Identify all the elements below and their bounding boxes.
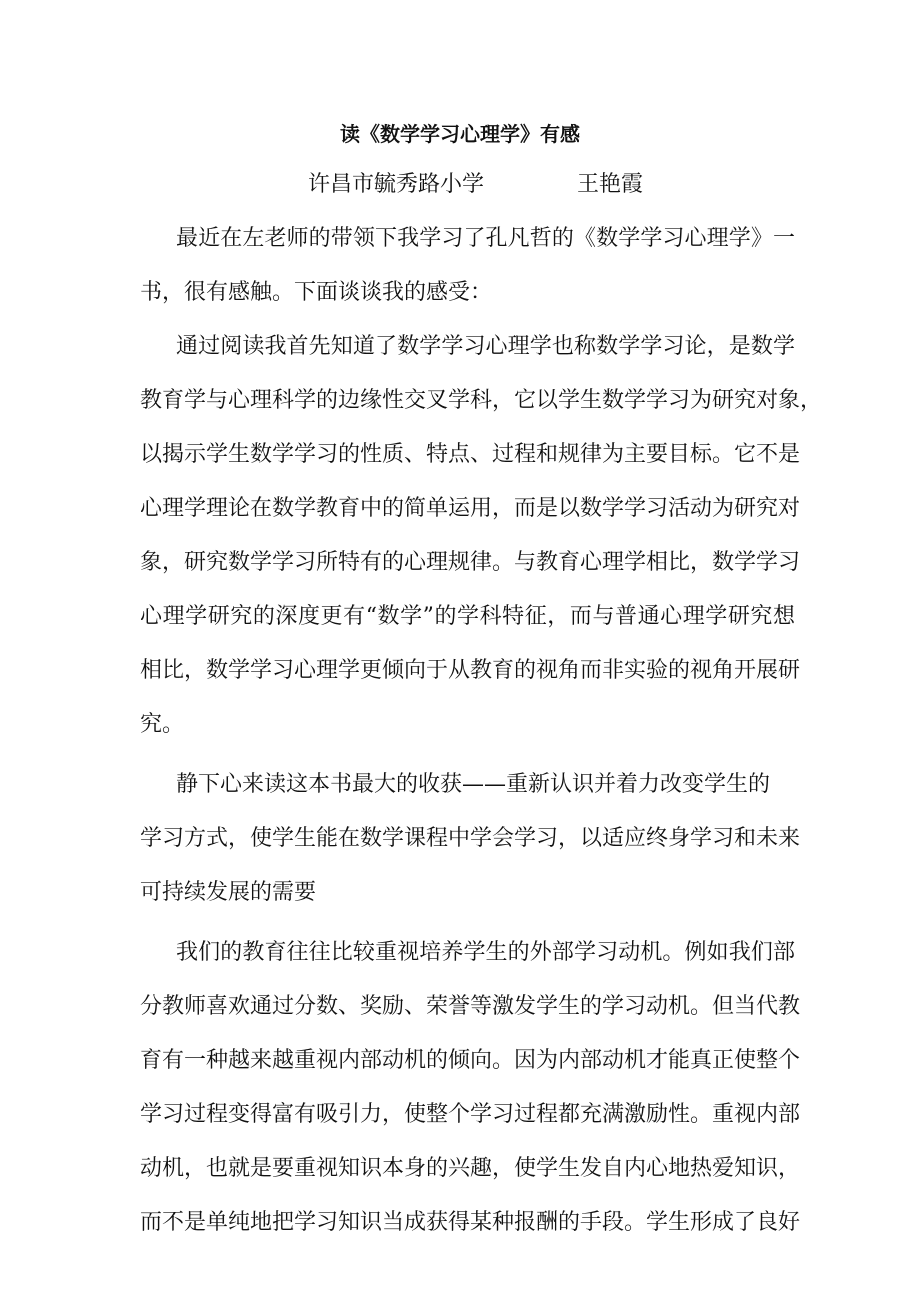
paragraph-line: 我们的教育往往比较重视培养学生的外部学习动机。例如我们部 <box>176 940 795 965</box>
paragraph-line: 教育学与心理科学的边缘性交叉学科，它以学生数学学习为研究对象， <box>140 388 823 413</box>
byline <box>0 168 920 202</box>
paragraph-line: 心理学理论在数学教育中的简单运用，而是以数学学习活动为研究对 <box>140 496 801 521</box>
document-title: 读《数学学习心理学》有感 <box>340 122 580 146</box>
paragraph-line: 育有一种越来越重视内部动机的倾向。因为内部动机才能真正使整个 <box>140 1048 801 1073</box>
paragraph-line: 相比，数学学习心理学更倾向于从教育的视角而非实验的视角开展研 <box>140 658 801 683</box>
document-body <box>140 212 823 1250</box>
paragraph-line: 分教师喜欢通过分数、奖励、荣誉等激发学生的学习动机。但当代教 <box>140 994 801 1019</box>
paragraph-line: 书，很有感触。下面谈谈我的感受： <box>140 280 493 305</box>
paragraph-line: 以揭示学生数学学习的性质、特点、过程和规律为主要目标。它不是 <box>140 442 801 467</box>
paragraph-line: 通过阅读我首先知道了数学学习心理学也称数学学习论，是数学 <box>176 334 795 359</box>
paragraph <box>140 926 801 1250</box>
author-name: 王艳霞 <box>577 172 644 197</box>
paragraph-line: 静下心来读这本书最大的收获——重新认识并着力改变学生的 <box>176 772 771 797</box>
paragraph <box>140 212 795 320</box>
paragraph-line: 最近在左老师的带领下我学习了孔凡哲的《数学学习心理学》一 <box>176 226 795 251</box>
paragraph-line: 象，研究数学学习所特有的心理规律。与教育心理学相比，数学学习 <box>140 550 801 575</box>
paragraph-line: 而不是单纯地把学习知识当成获得某种报酬的手段。学生形成了良好 <box>140 1210 801 1235</box>
paragraph <box>140 320 823 752</box>
paragraph-line: 心理学研究的深度更有“数学”的学科特征，而与普通心理学研究想 <box>140 604 795 629</box>
paragraph-line: 动机，也就是要重视知识本身的兴趣，使学生发自内心地热爱知识， <box>140 1156 801 1181</box>
paragraph-line: 究。 <box>140 712 185 737</box>
paragraph-line: 学习过程变得富有吸引力，使整个学习过程都充满激励性。重视内部 <box>140 1102 801 1127</box>
paragraph <box>140 758 801 920</box>
paragraph-line: 可持续发展的需要 <box>140 880 317 905</box>
paragraph-line: 学习方式，使学生能在数学课程中学会学习，以适应终身学习和未来 <box>140 826 801 851</box>
school-name: 许昌市毓秀路小学 <box>308 172 485 197</box>
